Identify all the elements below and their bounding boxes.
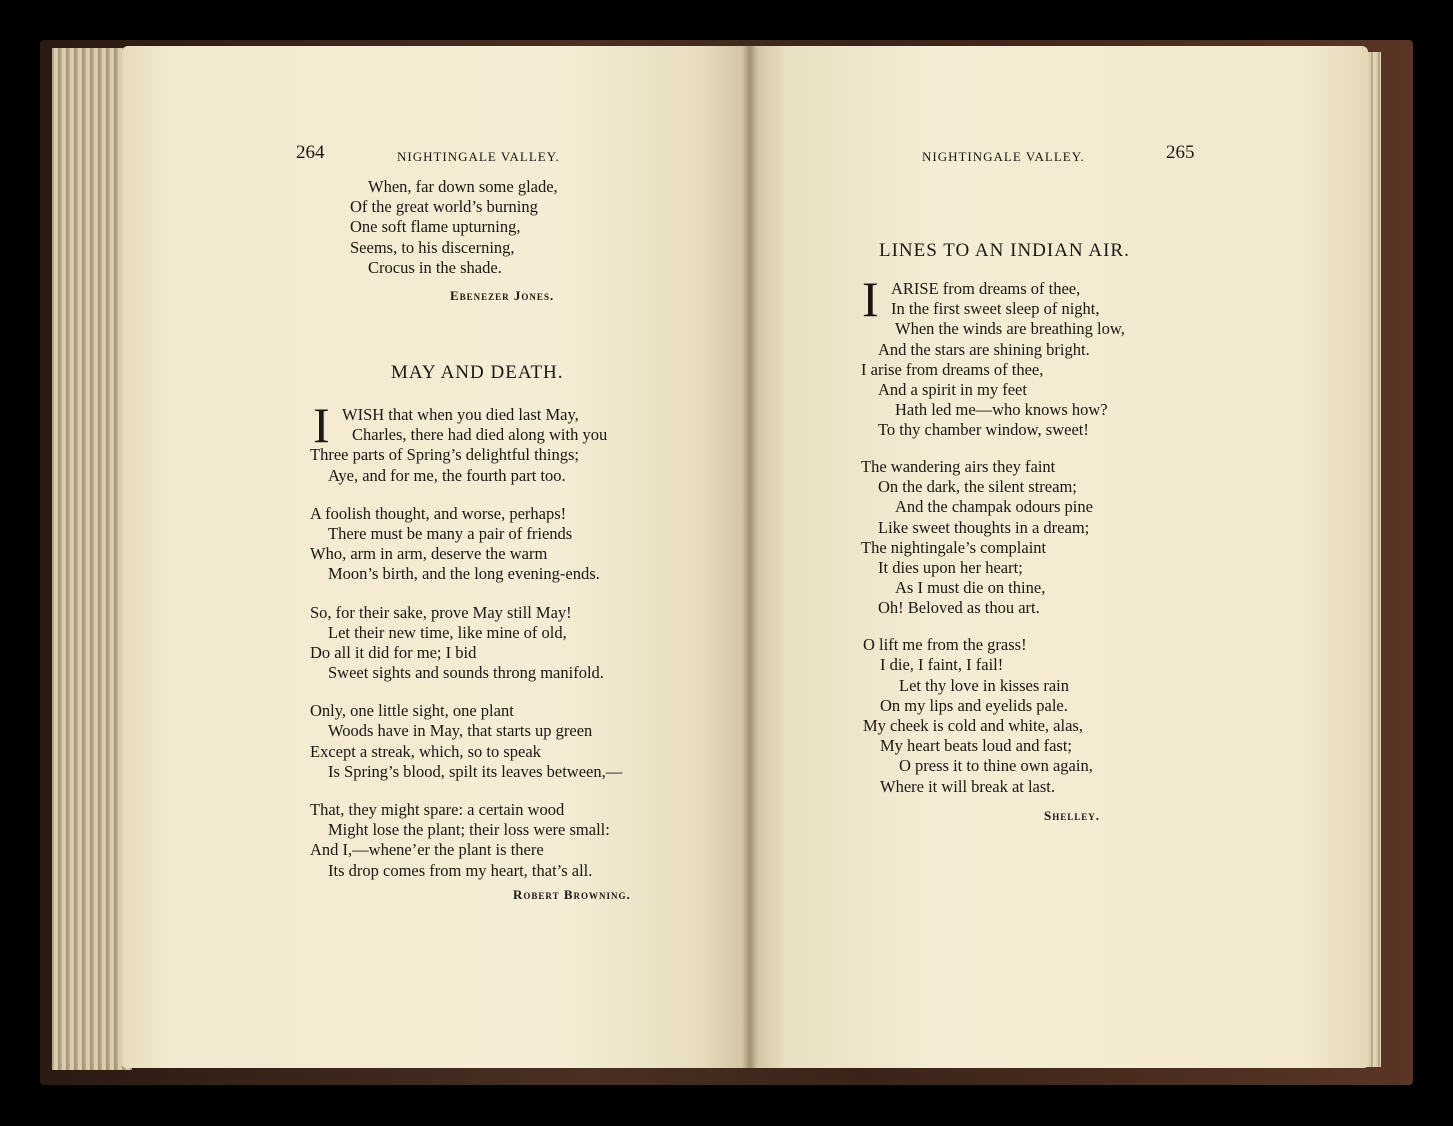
poem-author-left: Robert Browning. (513, 887, 631, 902)
verse-line: The wandering airs they faint (861, 457, 1056, 477)
verse-line: Sweet sights and sounds throng manifold. (328, 663, 604, 683)
verse-line: There must be many a pair of friends (328, 523, 573, 543)
verse-line: Is Spring’s blood, spilt its leaves between,— (328, 761, 623, 781)
verse-line: To thy chamber window, sweet! (878, 420, 1089, 440)
verse-line: That, they might spare: a certain wood (310, 800, 565, 819)
verse-line: Moon’s birth, and the long evening-ends. (328, 564, 600, 584)
drop-cap-right: I (862, 271, 879, 327)
page-number-left: 264 (296, 142, 325, 163)
verse-line: My cheek is cold and white, alas, (863, 715, 1083, 735)
verse-line: Except a streak, which, so to speak (310, 741, 541, 761)
verse-line: I arise from dreams of thee, (861, 359, 1044, 379)
verse-line: Aye, and for me, the fourth part too. (328, 465, 566, 485)
verse-line: Woods have in May, that starts up green (328, 721, 593, 741)
verse-line: In the first sweet sleep of night, (891, 299, 1100, 319)
verse-line: Let their new time, like mine of old, (328, 622, 567, 642)
verse-line: It dies upon her heart; (878, 558, 1023, 578)
page-edges-left (52, 48, 132, 1070)
verse-line: On the dark, the silent stream; (878, 477, 1077, 497)
verse-line: Who, arm in arm, deserve the warm (310, 544, 548, 564)
verse-line: One soft flame upturning, (350, 217, 521, 237)
verse-line: Let thy love in kisses rain (899, 675, 1070, 695)
book-gutter (742, 46, 758, 1068)
poem-title-indian-air: LINES TO AN INDIAN AIR. (879, 240, 1130, 261)
verse-line: I die, I faint, I fail! (880, 655, 1004, 675)
verse-line: O press it to thine own again, (899, 756, 1093, 776)
verse-line: As I must die on thine, (895, 578, 1046, 598)
drop-cap-left: I (313, 397, 330, 453)
fragment-author: Ebenezer Jones. (450, 288, 555, 303)
verse-line: Charles, there had died along with you (352, 425, 608, 445)
verse-line: Its drop comes from my heart, that’s all. (328, 860, 593, 880)
verse-line: Might lose the plant; their loss were small: (328, 820, 610, 840)
fragment-poem (312, 177, 558, 278)
poem-author-right: Shelley. (1044, 808, 1100, 823)
verse-line: Seems, to his discerning, (350, 237, 515, 257)
verse-line: WISH that when you died last May, (342, 405, 579, 424)
verse-line: Three parts of Spring’s delightful things; (310, 445, 580, 465)
verse-line: Do all it did for me; I bid (310, 642, 477, 662)
page-number-right: 265 (1166, 142, 1195, 163)
running-head-right: NIGHTINGALE VALLEY. (922, 149, 1085, 164)
verse-line: When the winds are breathing low, (895, 319, 1125, 339)
verse-line: And the stars are shining bright. (878, 339, 1090, 359)
verse-line: ARISE from dreams of thee, (891, 279, 1081, 298)
verse-line: My heart beats loud and fast; (880, 736, 1072, 756)
verse-line: Hath led me—who knows how? (895, 400, 1108, 420)
verse-line: Oh! Beloved as thou art. (878, 598, 1040, 618)
verse-line: When, far down some glade, (368, 177, 558, 196)
verse-line: Crocus in the shade. (368, 257, 502, 277)
verse-line: O lift me from the grass! (863, 635, 1027, 655)
verse-line: And the champak odours pine (895, 497, 1093, 517)
verse-line: And I,—whene’er the plant is there (310, 840, 544, 860)
verse-line: Where it will break at last. (880, 776, 1056, 796)
verse-line: Only, one little sight, one plant (310, 701, 514, 721)
verse-line: A foolish thought, and worse, perhaps! (310, 503, 567, 523)
poem-may-and-death (310, 397, 623, 881)
verse-line: The nightingale’s complaint (861, 537, 1047, 557)
verse-line: So, for their sake, prove May still May! (310, 602, 572, 622)
verse-line: Of the great world’s burning (350, 197, 538, 217)
verse-line: On my lips and eyelids pale. (880, 695, 1068, 715)
poem-lines-to-an-indian-air (861, 271, 1125, 797)
verse-line: And a spirit in my feet (878, 379, 1027, 399)
running-head-left: NIGHTINGALE VALLEY. (397, 149, 560, 164)
poem-title-may-and-death: MAY AND DEATH. (391, 362, 564, 383)
verse-line: Like sweet thoughts in a dream; (878, 517, 1090, 537)
